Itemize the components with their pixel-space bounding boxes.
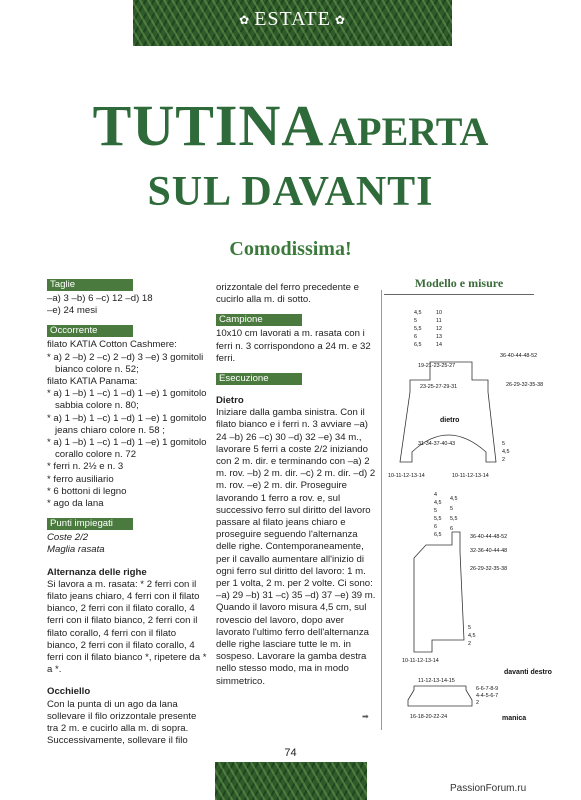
dietro-r0: 5 xyxy=(502,441,505,447)
dietro-shoulder: 23-25-27-29-31 xyxy=(420,384,458,390)
occhiello-text: Con la punta di un ago da lana sollevare il filo orizzontale presente tra 2 m. e cucirlo alla m. di sopra. Successivamente, sollevare il filo xyxy=(47,698,197,747)
list-item: * a) 1 –b) 1 –c) 1 –d) 1 –e) 1 gomitolo jeans chiaro colore n. 58 ; xyxy=(47,412,207,436)
dietro-label: dietro xyxy=(440,417,460,424)
manica-labels xyxy=(410,678,526,722)
list-item: filato KATIA Panama: xyxy=(47,376,138,388)
continue-arrow-icon: ➡ xyxy=(362,712,369,721)
davanti-stack-l0: 4 xyxy=(434,492,437,498)
list-item: –e) 24 mesi xyxy=(47,305,98,317)
davanti-stack-l5: 6,5 xyxy=(434,532,442,538)
campione-text: 10x10 cm lavorati a m. rasata con i ferri n. 3 corrispondono a 24 m. e 32 ferri. xyxy=(216,328,371,364)
dietro-stack-r1: 11 xyxy=(436,318,442,324)
list-item: * 6 bottoni di legno xyxy=(47,485,127,497)
dietro-stack-l2: 5,5 xyxy=(414,326,422,332)
manica-r0: 6-6-7-8-9 xyxy=(476,686,499,692)
davanti-r2: 2 xyxy=(468,641,471,647)
davanti-stack-l3: 5,5 xyxy=(434,516,442,522)
section-header-campione: Campione xyxy=(216,314,302,326)
watermark: PassionForum.ru xyxy=(450,783,527,794)
davanti-stack-r0: 4,5 xyxy=(450,496,458,502)
page-title xyxy=(0,92,581,159)
list-item: –a) 3 –b) 6 –c) 12 –d) 18 xyxy=(47,293,153,304)
list-item: filato KATIA Cotton Cashmere: xyxy=(47,339,177,351)
dietro-stack-l4: 6,5 xyxy=(414,342,422,348)
dietro-stack-r4: 14 xyxy=(436,342,442,348)
page-title-line2: SUL DAVANTI xyxy=(147,169,434,215)
section-banner xyxy=(133,0,452,46)
heading-rule xyxy=(384,294,534,295)
davanti-r1: 4,5 xyxy=(468,633,476,639)
davanti-stack-l4: 6 xyxy=(434,524,437,530)
manica-r1: 4-4-5-6-7 xyxy=(476,693,499,699)
diagram-heading: Modello e misure xyxy=(414,276,504,290)
dietro-leg-r: 10-11-12-13-14 xyxy=(452,473,489,479)
dietro-labels xyxy=(388,310,543,479)
flower-icon: ✿ xyxy=(334,12,346,27)
davanti-stack-l2: 5 xyxy=(434,508,437,514)
banner-label xyxy=(133,8,452,31)
davanti-stack-l1: 4,5 xyxy=(434,500,442,506)
title-big: TUTINA xyxy=(92,93,325,158)
dietro-r2: 2 xyxy=(502,457,505,463)
davanti-leg: 10-11-12-13-14 xyxy=(402,658,439,664)
davanti-labels xyxy=(402,492,552,676)
davanti-r0: 5 xyxy=(468,625,471,631)
occorrente-list xyxy=(47,339,207,510)
esecuzione-text: Iniziare dalla gamba sinistra. Con il filato bianco e i ferri n. 3 avviare –a) 24 –b) 26 –c) 30 –d) 32 –e) 34 m., lavorare 5 ferri a coste 2/2 iniziando con 2 m. dir. e terminando con –a) 2 m. rov. –b) 2 m. dir. –c) 2 m. dir. –d) 2 m. rov. –e) 2 m. dir. Proseguire lavorando 1 ferro a rov. e, sul successivo ferro sul diritto del lavoro passare al filato jeans chiaro e proseguire seguendo l'alternanza delle righe. Contemporaneamente, per il cavallo aumentare all'inizio di ogni ferro sul diritto del lavoro: 1 m. per 1 volta, 2 m. per 2 volte. Ci sono: –a) 29 –b) 31 –c) 35 –d) 37 –e) 39 m. Quando il lavoro misura 4,5 cm, sul rovescio del lavoro, dopo aver lavorato l'ultimo ferro dell'alternanza delle righe lasciare tutte le m. in sospeso. Lavorare la gamba destra nello stesso modo, ma in modo simmetrico. xyxy=(216,407,376,687)
davanti-height: 36-40-44-48-52 xyxy=(470,534,508,540)
alternanza-text: Si lavora a m. rasata: * 2 ferri con il filato jeans chiaro, 4 ferri con il filato bianco, 2 ferri con il filato corallo, 4 ferri con il filato bianco, 2 ferri con il filato corallo, 4 ferri con il filato bianco, 2 ferri con il filato corallo, 4 ferri con il filato bianco *, ripetere da * a *. xyxy=(47,578,207,676)
davanti-side: 26-29-32-35-38 xyxy=(470,566,508,572)
dietro-stack-l3: 6 xyxy=(414,334,417,340)
punti-list xyxy=(47,532,207,556)
dietro-stack-r0: 10 xyxy=(436,310,442,316)
bottom-band xyxy=(215,762,367,800)
diagram-column xyxy=(384,276,534,295)
list-item: * a) 1 –b) 1 –c) 1 –d) 1 –e) 1 gomitolo sabbia colore n. 80; xyxy=(47,388,207,412)
dietro-r1: 4,5 xyxy=(502,449,510,455)
dietro-neck: 19-21-23-25-27 xyxy=(418,363,456,369)
dietro-stack-l0: 4,5 xyxy=(414,310,422,316)
davanti-schematic xyxy=(414,532,464,652)
list-item: * a) 2 –b) 2 –c) 2 –d) 3 –e) 3 gomitoli bianco colore n. 52; xyxy=(47,351,204,375)
section-header-punti: Punti impiegati xyxy=(47,518,133,530)
occhiello-title: Occhiello xyxy=(47,686,91,698)
list-item: Maglia rasata xyxy=(47,544,105,556)
manica-label: manica xyxy=(502,715,527,722)
dietro-hip: 31-34-37-40-43 xyxy=(418,441,456,447)
occhiello-continued: orizzontale del ferro precedente e cucirlo alla m. di sotto. xyxy=(216,282,359,306)
davanti-label: davanti destro xyxy=(504,669,552,676)
page-number: 74 xyxy=(284,747,297,759)
list-item: Coste 2/2 xyxy=(47,532,89,544)
title-small: APERTA xyxy=(328,109,489,154)
list-item: * ago da lana xyxy=(47,498,104,510)
davanti-stack-r3: 6 xyxy=(450,526,453,532)
section-header-taglie: Taglie xyxy=(47,279,133,291)
dietro-title: Dietro xyxy=(216,395,244,407)
dietro-stack-r2: 12 xyxy=(436,326,442,332)
list-item: * ferro ausiliario xyxy=(47,473,114,485)
section-header-occorrente: Occorrente xyxy=(47,325,133,337)
taglie-list xyxy=(47,293,207,317)
dietro-stack-r3: 13 xyxy=(436,334,442,340)
dietro-side: 26-29-32-35-38 xyxy=(506,382,544,388)
list-item: * ferri n. 2½ e n. 3 xyxy=(47,461,124,473)
schematic-diagrams xyxy=(380,300,570,730)
list-item: * a) 1 –b) 1 –c) 1 –d) 1 –e) 1 gomitolo corallo colore n. 72 xyxy=(47,437,207,461)
dietro-height: 36-40-44-48-52 xyxy=(500,353,538,359)
manica-bottom: 16-18-20-22-24 xyxy=(410,714,448,720)
davanti-h2: 32-36-40-44-48 xyxy=(470,548,508,554)
page-subtitle: Comodissima! xyxy=(229,238,352,260)
section-header-esecuzione: Esecuzione xyxy=(216,373,302,385)
davanti-stack-r2: 5,5 xyxy=(450,516,458,522)
column-2 xyxy=(216,282,378,688)
banner-text: ESTATE xyxy=(254,8,331,30)
manica-schematic xyxy=(408,686,472,706)
column-1 xyxy=(47,279,207,748)
dietro-leg-l: 10-11-12-13-14 xyxy=(388,473,425,479)
manica-top: 11-12-13-14-15 xyxy=(418,678,455,684)
flower-icon: ✿ xyxy=(239,12,251,27)
dietro-schematic xyxy=(400,362,496,462)
manica-r2: 2 xyxy=(476,700,479,706)
alternanza-title: Alternanza delle righe xyxy=(47,566,147,578)
dietro-stack-l1: 5 xyxy=(414,318,417,324)
davanti-stack-r1: 5 xyxy=(450,506,453,512)
